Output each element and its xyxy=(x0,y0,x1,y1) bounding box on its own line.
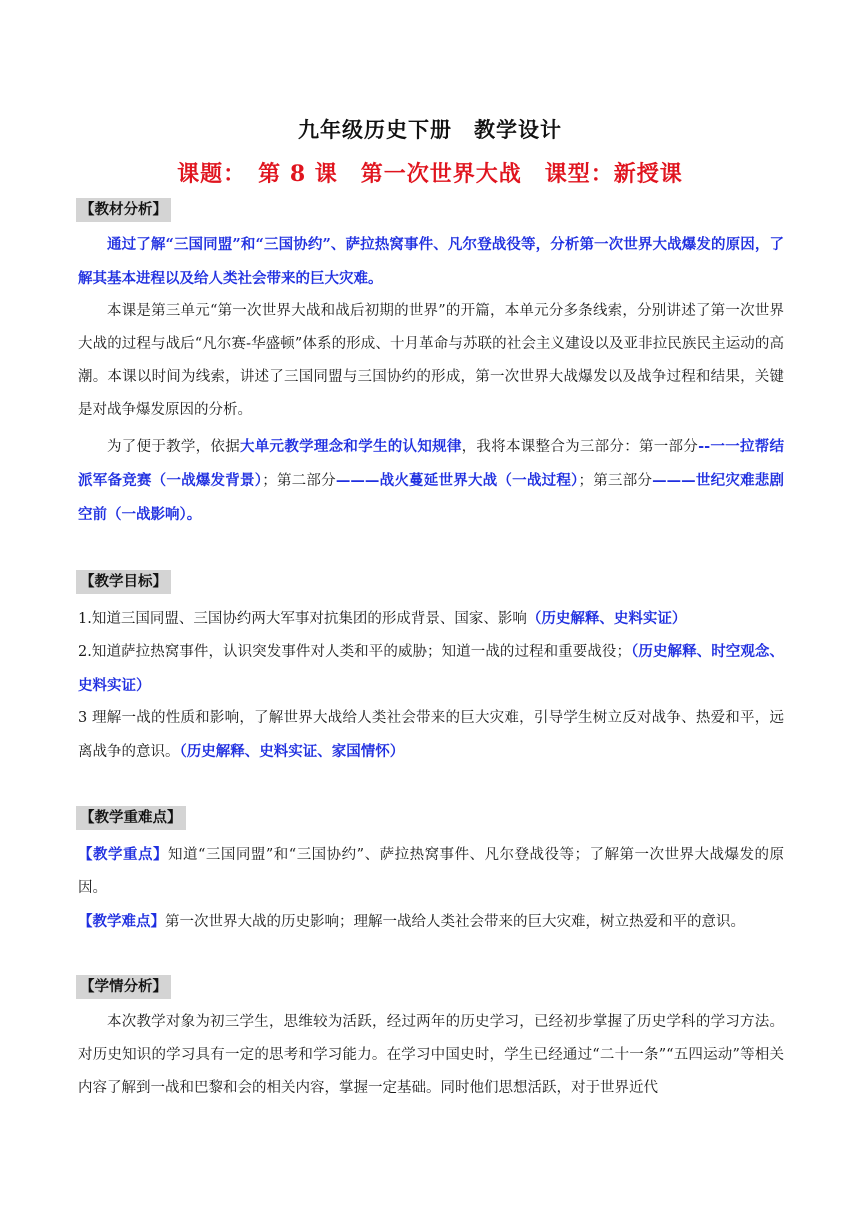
structure-text-c: ，我将本课整合为三部分：第一部分 xyxy=(461,439,699,455)
goal-2 xyxy=(78,635,784,703)
goal-1-literacy: （历史解释、史料实证） xyxy=(526,610,687,627)
structure-text-e: ；第二部分 xyxy=(262,473,336,489)
goal-3-literacy: （历史解释、史料实证、家国情怀） xyxy=(179,743,405,760)
goal-2-literacy: （历史解释、时空观念、史料实证） xyxy=(78,643,784,694)
goal-2-text: 2.知道萨拉热窝事件，认识突发事件对人类和平的威胁；知道一战的过程和重要战役； xyxy=(78,644,631,660)
structure-part-3: ———世纪灾难悲剧空前（一战影响）。 xyxy=(78,472,785,523)
section-tag-keypoints: 【教学重难点】 xyxy=(76,806,186,830)
key-point-label: 【教学重点】 xyxy=(78,846,168,863)
students-paragraph: 本次教学对象为初三学生，思维较为活跃，经过两年的历史学习，已经初步掌握了历史学科的学习方法。对历史知识的学习具有一定的思考和学习能力。在学习中国史时，学生已经通过“二十一条”“五四运动”等相关内容了解到一战和巴黎和会的相关内容，掌握一定基础。同时他们思想活跃，对于世界近代 xyxy=(78,1014,784,1096)
section-tag-goals: 【教学目标】 xyxy=(76,570,171,594)
analysis-paragraph: 本课是第三单元“第一次世界大战和战后初期的世界”的开篇，本单元分多条线索，分别讲述了第一次世界大战的过程与战后“凡尔赛-华盛顿”体系的形成、十月革命与苏联的社会主义建设以及亚非拉民族民主运动的高潮。本课以时间为线索，讲述了三国同盟与三国协约的形成，第一次世界大战爆发以及战争过程和结果，关键是对战争爆发原因的分析。 xyxy=(78,303,784,418)
structure-part-2: ———战火蔓延世界大战（一战过程） xyxy=(335,472,579,489)
structure-part-1: --一一拉帮结派军备竞赛（一战爆发背景） xyxy=(78,438,785,489)
difficult-point xyxy=(78,905,784,939)
document-title: 九年级历史下册 教学设计 xyxy=(298,117,562,142)
section-tag-analysis: 【教材分析】 xyxy=(76,198,171,222)
key-point xyxy=(78,838,784,905)
goal-3-text: 3 理解一战的性质和影响，了解世界大战给人类社会带来的巨大灾难，引导学生树立反对战争、热爱和平，远离战争的意识。 xyxy=(78,710,784,760)
goal-3 xyxy=(78,702,784,769)
difficult-point-text: 第一次世界大战的历史影响；理解一战给人类社会带来的巨大灾难，树立热爱和平的意识。 xyxy=(165,914,745,930)
goal-1 xyxy=(78,602,784,636)
analysis-structure xyxy=(78,430,784,532)
goal-1-text: 1.知道三国同盟、三国协约两大军事对抗集团的形成背景、国家、影响 xyxy=(78,611,527,627)
structure-text-a: 为了便于教学，依据 xyxy=(107,439,240,455)
structure-text-g: ；第三部分 xyxy=(578,473,653,489)
analysis-summary-text: 通过了解“三国同盟”和“三国协约”、萨拉热窝事件、凡尔登战役等，分析第一次世界大战爆发的原因，了解其基本进程以及给人类社会带来的巨大灾难。 xyxy=(78,236,784,287)
structure-highlight-concept: 大单元教学理念和学生的认知规律 xyxy=(240,438,462,455)
lesson-subtitle: 课题： 第 8 课 第一次世界大战 课型：新授课 xyxy=(177,161,683,187)
section-tag-students: 【学情分析】 xyxy=(76,975,171,999)
difficult-point-label: 【教学难点】 xyxy=(78,913,165,930)
analysis-summary xyxy=(78,228,784,296)
key-point-text: 知道“三国同盟”和“三国协约”、萨拉热窝事件、凡尔登战役等；了解第一次世界大战爆发的原因。 xyxy=(78,847,784,896)
